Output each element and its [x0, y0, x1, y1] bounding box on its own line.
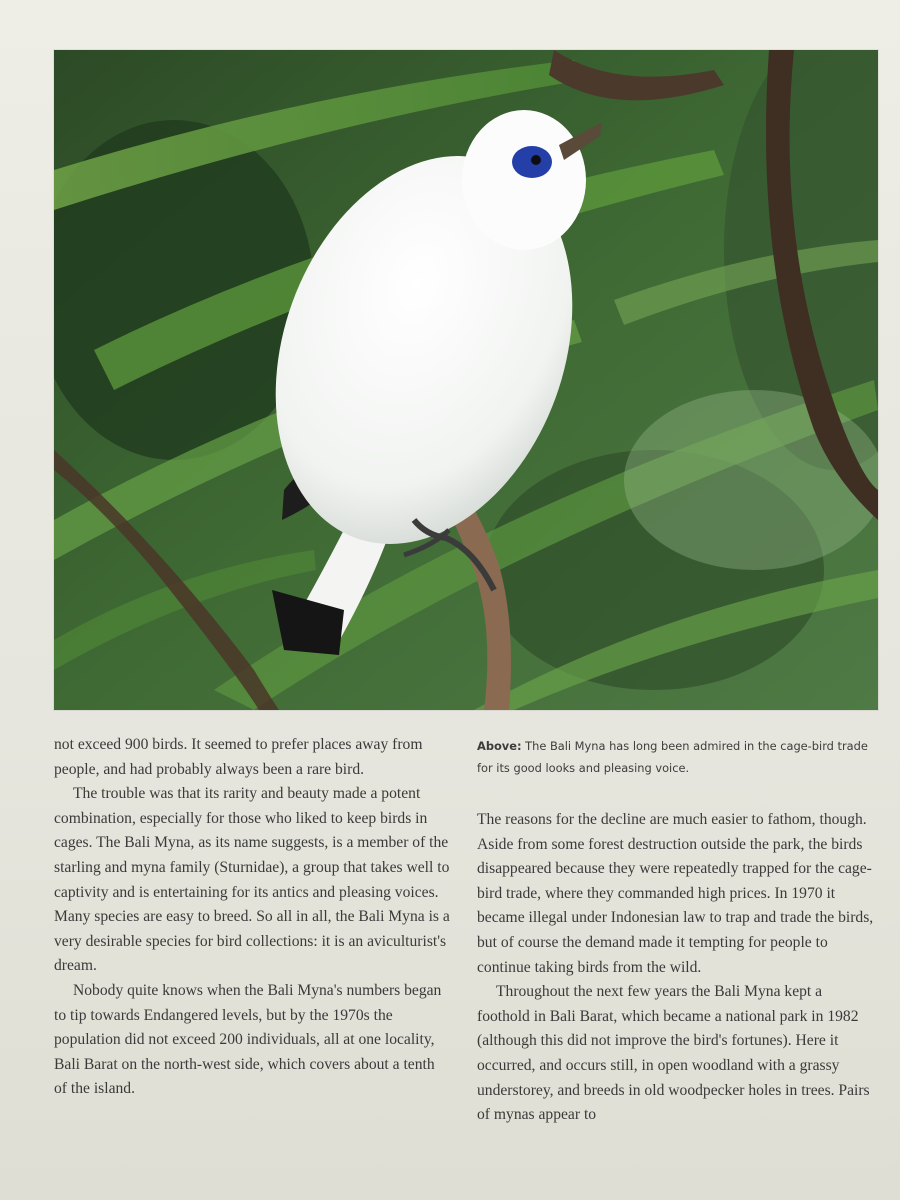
bali-myna-photo — [54, 50, 878, 710]
paragraph: Nobody quite knows when the Bali Myna's numbers began to tip towards Endangered levels, but by the 1970s the population did not exceed 200 individuals, all at one locality, Bali Barat on the north-west side, which covers about a tenth of the island. — [54, 981, 442, 1098]
paragraph: not exceed 900 birds. It seemed to prefer places away from people, and had probably always been a rare bird. — [54, 736, 423, 778]
right-text-column — [477, 808, 877, 1128]
paragraph: The trouble was that its rarity and beauty made a potent combination, especially for those who liked to keep birds in cages. The Bali Myna, as its name suggests, is a member of the starling and myna family (Sturnidae), a group that takes well to captivity and is entertaining for its antics and pleasing voices. Many species are easy to breed. So all in all, the Bali Myna is a very desirable species for bird collections: it is an aviculturist's dream. — [54, 785, 450, 975]
bird-photo-illustration — [54, 50, 878, 710]
paragraph: Throughout the next few years the Bali Myna kept a foothold in Bali Barat, which became a national park in 1982 (although this did not improve the bird's fortunes). Here it occurred, and occurs still, in open woodland with a grassy understorey, and breeds in old woodpecker holes in trees. Pairs of mynas appear to — [477, 983, 870, 1124]
left-text-column — [54, 733, 450, 1102]
photo-caption — [477, 735, 877, 779]
caption-label: Above: — [477, 739, 522, 753]
paragraph: The reasons for the decline are much easier to fathom, though. Aside from some forest destruction outside the park, the birds disappeared because they were repeatedly trapped for the cage-bird trade, where they commanded high prices. In 1970 it became illegal under Indonesian law to trap and trade the birds, but of course the demand made it tempting for people to continue taking birds from the wild. — [477, 811, 874, 976]
caption-text: The Bali Myna has long been admired in the cage-bird trade for its good looks and pleasing voice. — [477, 739, 868, 775]
